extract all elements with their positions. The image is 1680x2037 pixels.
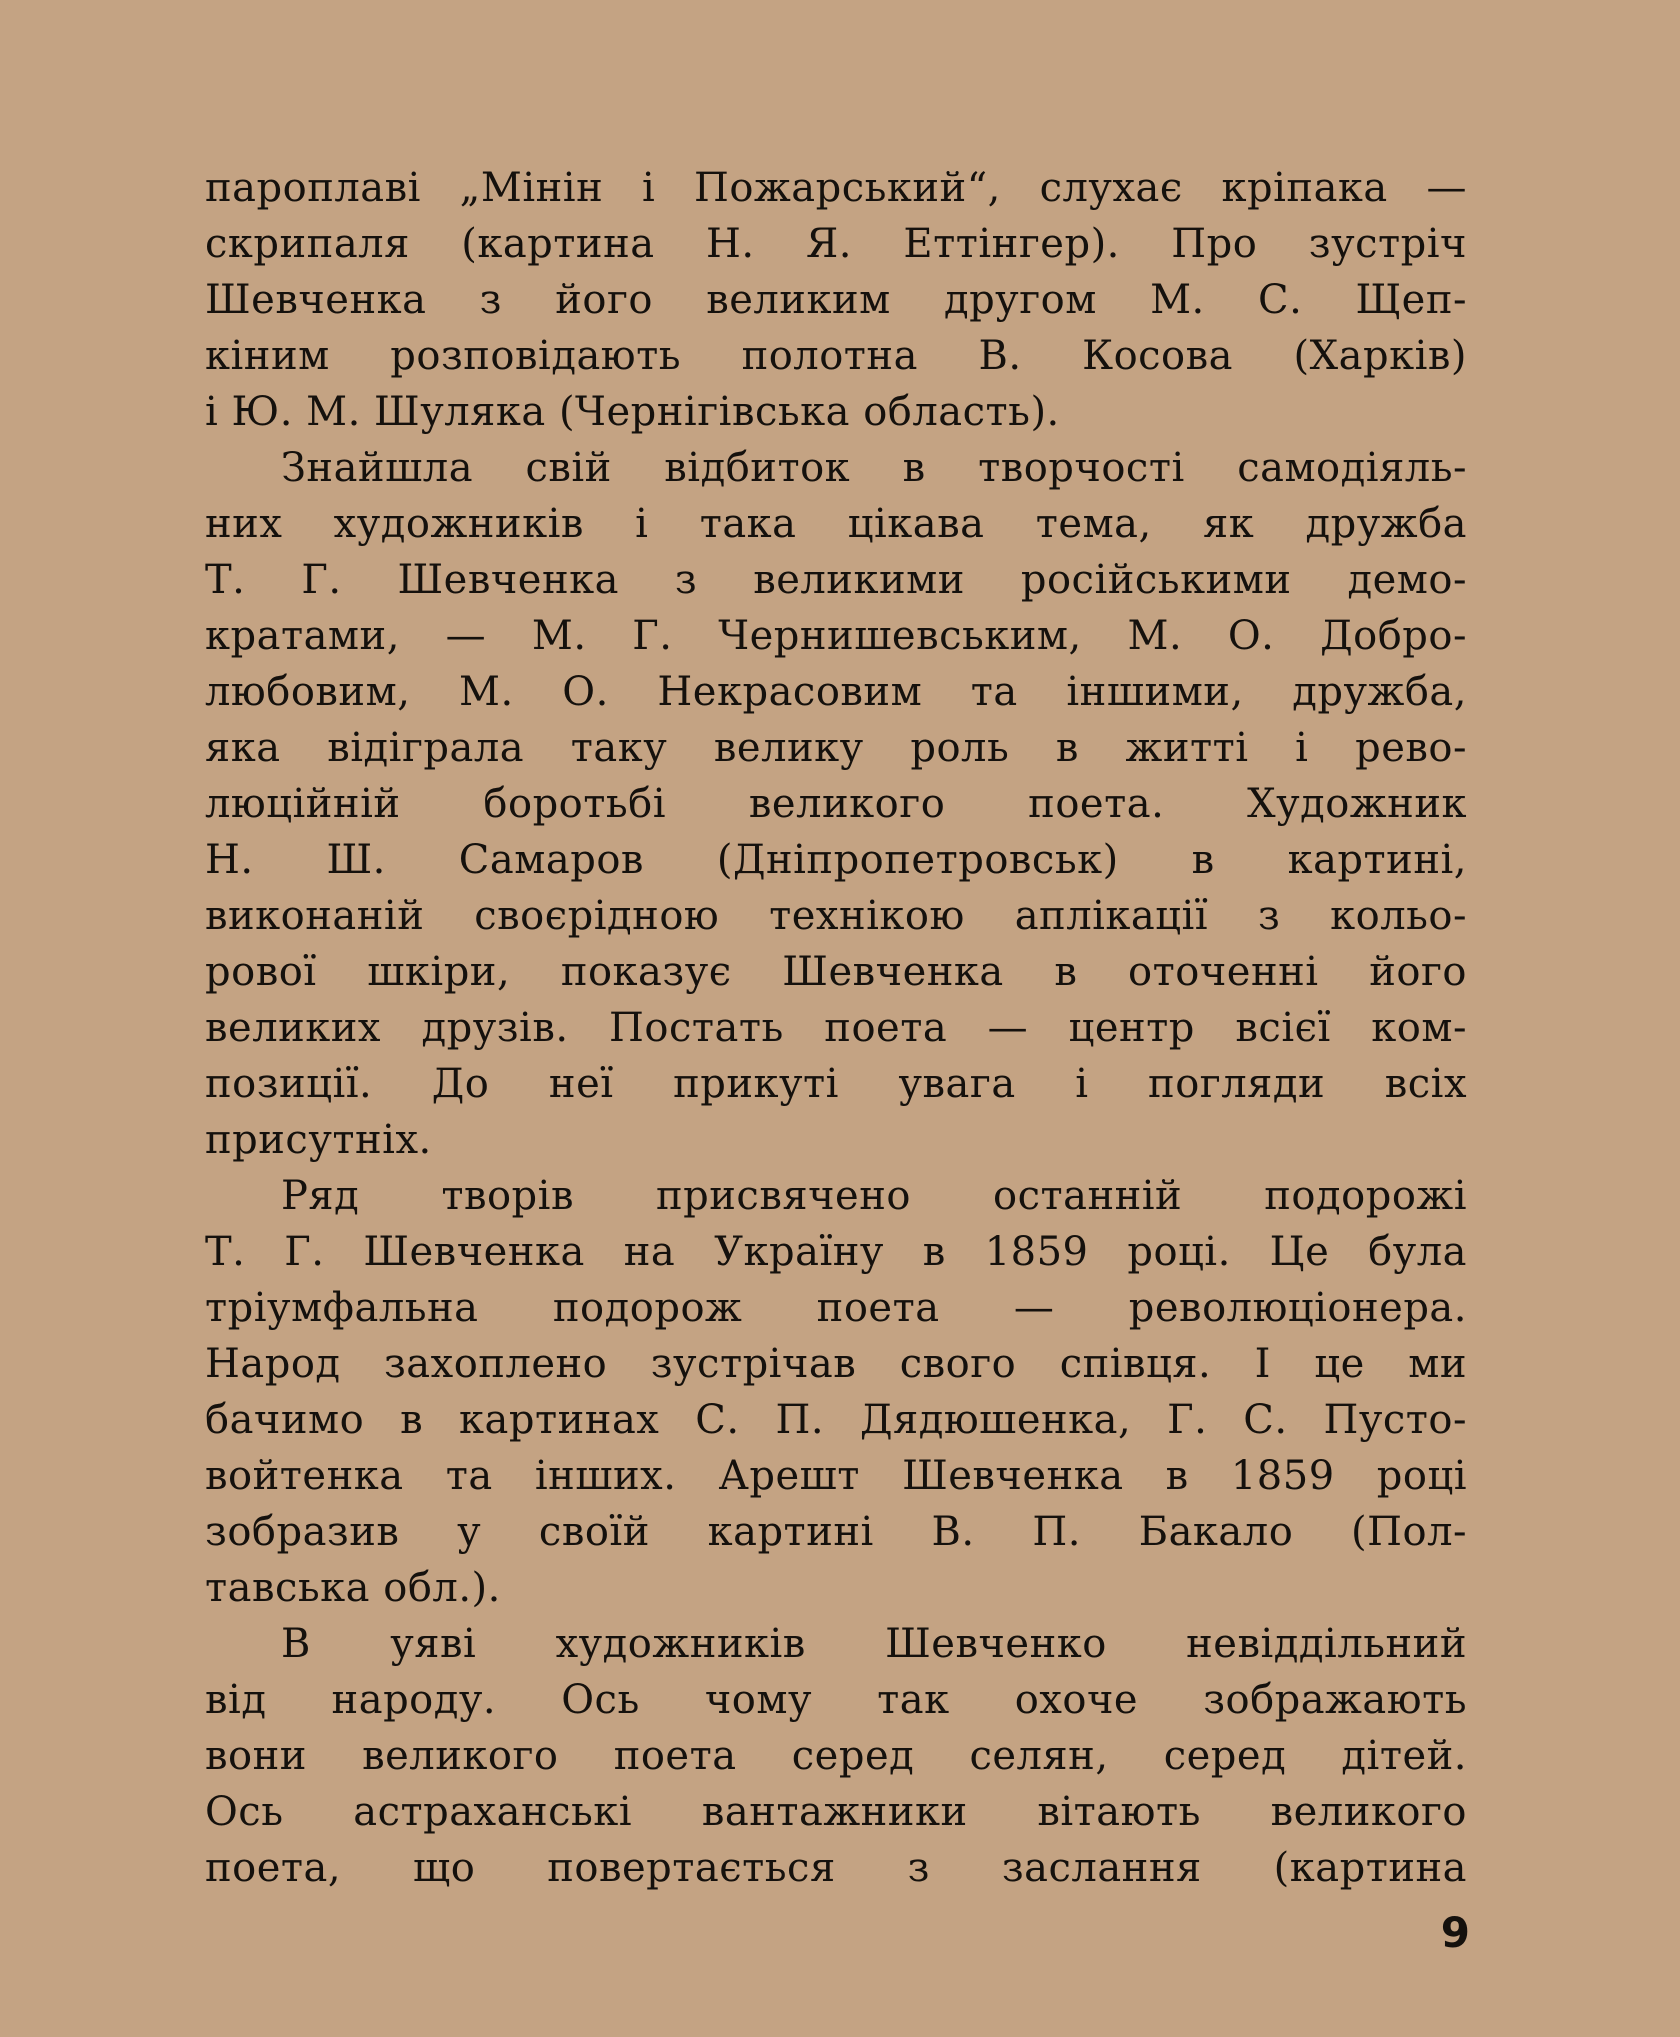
paragraph-3 <box>205 1168 1467 1616</box>
text-line: Т. Г. Шевченка на Україну в 1859 році. Це була <box>205 1229 1467 1275</box>
text-line: них художників і така цікава тема, як дружба <box>205 501 1467 547</box>
paragraph-4 <box>205 1616 1467 1896</box>
text-line: бачимо в картинах С. П. Дядюшенка, Г. С. Пусто- <box>205 1397 1467 1443</box>
text-line: Знайшла свій відбиток в творчості самодіяль- <box>281 445 1467 491</box>
text-line: виконаній своєрідною технікою аплікації з кольо- <box>205 893 1467 939</box>
text-line: Ось астраханські вантажники вітають великого <box>205 1789 1467 1835</box>
text-line: войтенка та інших. Арешт Шевченка в 1859 році <box>205 1453 1467 1499</box>
text-line: яка відіграла таку велику роль в житті і рево- <box>205 725 1467 771</box>
text-line: скрипаля (картина Н. Я. Еттінгер). Про зустріч <box>205 221 1467 267</box>
paragraph-1 <box>205 160 1467 440</box>
text-line: пароплаві „Мінін і Пожарський“, слухає кріпака — <box>205 165 1467 211</box>
text-line: і Ю. М. Шуляка (Чернігівська область). <box>205 389 1060 435</box>
text-line: люційній боротьбі великого поета. Художник <box>205 781 1467 827</box>
text-line: Ряд творів присвячено останній подорожі <box>281 1173 1467 1219</box>
text-line: великих друзів. Постать поета — центр всієї ком- <box>205 1005 1467 1051</box>
text-line: Н. Ш. Самаров (Дніпропетровськ) в картині, <box>205 837 1467 883</box>
text-line: Народ захоплено зустрічав свого співця. І це ми <box>205 1341 1467 1387</box>
page-number: 9 <box>1440 1908 1470 1957</box>
text-line: тріумфальна подорож поета — революціонера. <box>205 1285 1467 1331</box>
text-line: від народу. Ось чому так охоче зображають <box>205 1677 1467 1723</box>
text-line: любовим, М. О. Некрасовим та іншими, дружба, <box>205 669 1467 715</box>
text-line: вони великого поета серед селян, серед дітей. <box>205 1733 1467 1779</box>
text-line: кіним розповідають полотна В. Косова (Харків) <box>205 333 1467 379</box>
text-line: позиції. До неї прикуті увага і погляди всіх <box>205 1061 1467 1107</box>
text-line: зобразив у своїй картині В. П. Бакало (Пол- <box>205 1509 1467 1555</box>
text-line: кратами, — М. Г. Чернишевським, М. О. Добро- <box>205 613 1467 659</box>
text-line: рової шкіри, показує Шевченка в оточенні його <box>205 949 1467 995</box>
text-line: В уяві художників Шевченко невіддільний <box>281 1621 1467 1667</box>
text-line: Т. Г. Шевченка з великими російськими демо- <box>205 557 1467 603</box>
book-page <box>205 160 1467 1896</box>
text-line: тавська обл.). <box>205 1565 501 1611</box>
paragraph-2 <box>205 440 1467 1168</box>
text-line: Шевченка з його великим другом М. С. Щеп- <box>205 277 1467 323</box>
text-line: присутніх. <box>205 1117 432 1163</box>
text-line: поета, що повертається з заслання (картина <box>205 1845 1467 1891</box>
